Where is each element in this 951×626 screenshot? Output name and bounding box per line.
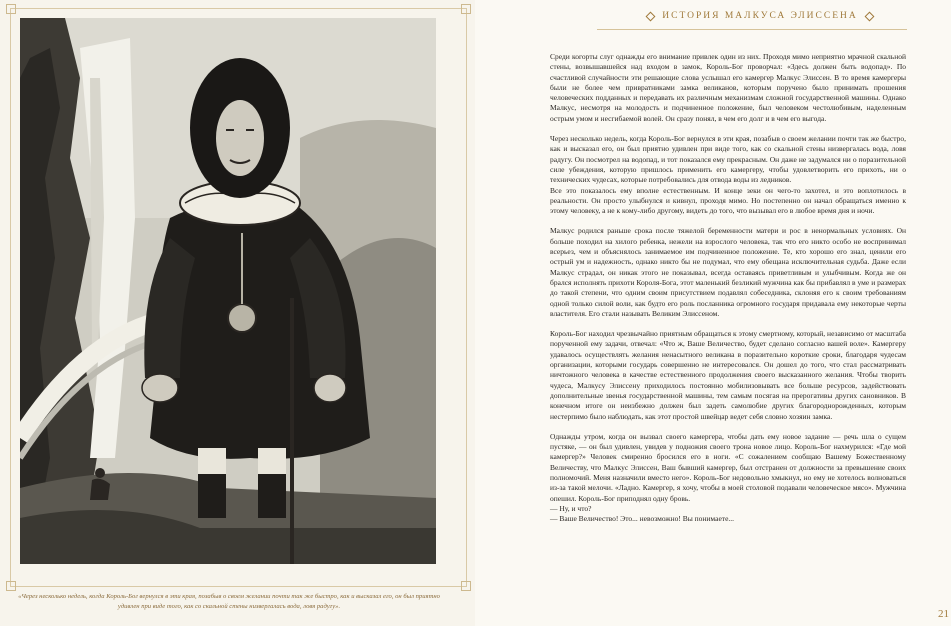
paragraph: Все это показалось ему вполне естественным. И конце зеки он чего-то захотел, и это воплотилось в реальности. Он просто улыбнулся и кивнул, проходя мимо. Но постепенно он начал обращаться именно к этому человеку, а не к кому-либо другому, видеть до того, что вызывал его в любое время дня и ночи. [550,185,906,216]
body-text [550,52,906,524]
paragraph: Король-Бог находил чрезвычайно приятным обращаться к этому смертному, который, независимо от масштаба порученной ему задачи, отвечал: «Что ж, Ваше Величество, будет сделано согласно вашей воле». Камергеру удавалось осуществлять желания ненасытного великана в поразительно короткие сроки, благодаря чудесам организации, которыми государь совершенно не интересовался. Он дошел до того, что стал рассматривать ничтожного человека в качестве естественного продолжения своего высказанного желания. Чтобы творить чудеса, Малкусу Элиссену приходилось постоянно мобилизовывать все больше ресурсов, задействовать дополнительные звенья государственной машины, тем самым посягая на прерогативы других сановников. В конечном итоге он неизбежно должен был задеть самолюбие других благороднорожденных, которым нестерпимо было наблюдать, как этот простой швейцар ведет себя словно хозяин замка. [550,329,906,421]
diamond-ornament-icon [646,11,656,21]
paragraph: Среди когорты слуг однажды его внимание привлек один из них. Проходя мимо неприятно мрачной скальной стены, возвышавшейся над входом в замок, Король-Бог проворчал: «Здесь должен быть водопад». По счастливой случайности эти решающие слова услышал его камергер Малкус Элиссен. В то время камергеры были не более чем привратниками замка великанов, которым поручено было принимать прошения человеческих подданных и передавать их различным механизмам сложной государственной машины. Однако Малкус, несмотря на молодость и подчиненное положение, был человеком честолюбивым, наделенным острым умом и несгибаемой волей. Он сразу понял, в чем его долг и в чем его выгода. [550,52,906,123]
dialogue-line: — Ваше Величество! Это... невозможно! Вы понимаете... [550,514,735,524]
chapter-title: ИСТОРИЯ МАЛКУСА ЭЛИССЕНА [662,11,858,21]
left-page [0,0,475,626]
paragraph: Малкус родился раньше срока после тяжелой беременности матери и рос в ненормальных условиях. Он больше походил на хилого ребенка, нежели на взрослого человека, так что его никто особо не воспринимал всерьез, чем и объяснялось занимаемое им подчиненное положение. Те, кто хорошо его знал, ценили его острый ум и надежность, однако никто бы не подумал, что ему обещана исключительная судьба. Даже если Малкус страдал, он никак этого не показывал, всегда оставаясь приветливым и улыбчивым. Когда же он брался исполнять прихоти Короля-Бога, этот маленький безликий мужчина как бы прибавлял в уме и размерах до такой степени, что одним своим присутствием подавлял собеседника, склоняя его к своим требованиям одной только силой воли, как будто его роль посланника огромного государя придавала ему некоторые черты властителя. Его стали называть Великим Элиссеном. [550,226,906,318]
diamond-ornament-icon [864,11,874,21]
paragraph: Однажды утром, когда он вызвал своего камергера, чтобы дать ему новое задание — речь шла о сущем пустяке, — он был удивлен, увидев у подножия своего трона новое лицо. Король-Бог нахмурился: «Где мой камергер?» Человек смиренно бросился его в ноги. «С сожалением сообщаю Вашему Божественному Величеству, что Малкус Элиссен, Ваш бывший камергер, был отстранен от должности за превышение своих полномочий. Меня назначили вместо него». Король-Бог недовольно хмыкнул, но ему не хотелось волноваться из-за такой мелочи. «Ладно. Камергер, я хочу, чтобы в моей столовой подавали человеческое мясо». Мужчина опешил. Король-Бог приподнял одну бровь. [550,431,906,503]
illustration-caption: «Через несколько недель, когда Король-Бог вернулся в эти края, позабыв о своем желании почти так же быстро, как и высказал его, он был приятно удивлен при виде того, как со скальной стены низвергалась вода, ловя радугу». [18,593,440,610]
dialogue-line: — Ну, и что? [550,503,592,513]
page-number: 21 [938,608,949,620]
giant-king-illustration [20,18,436,564]
header-rule [597,29,907,30]
right-page [475,0,951,626]
chapter-header [615,8,905,24]
paragraph: Через несколько недель, когда Король-Бог вернулся в эти края, позабыв о своем желании почти так же быстро, как и высказал его, он был приятно удивлен при виде того, как со скальной стены низвергалась вода, ловя радугу. Он посмотрел на водопад, и тот показался ему прекрасным. Он даже не задумался ни о поразительной силе убеждения, которую пришлось применить его камергеру, чтобы удовлетворить его прихоть, ни о технических чудесах, которые потребовались для отвода воды из ледников. [550,134,906,185]
